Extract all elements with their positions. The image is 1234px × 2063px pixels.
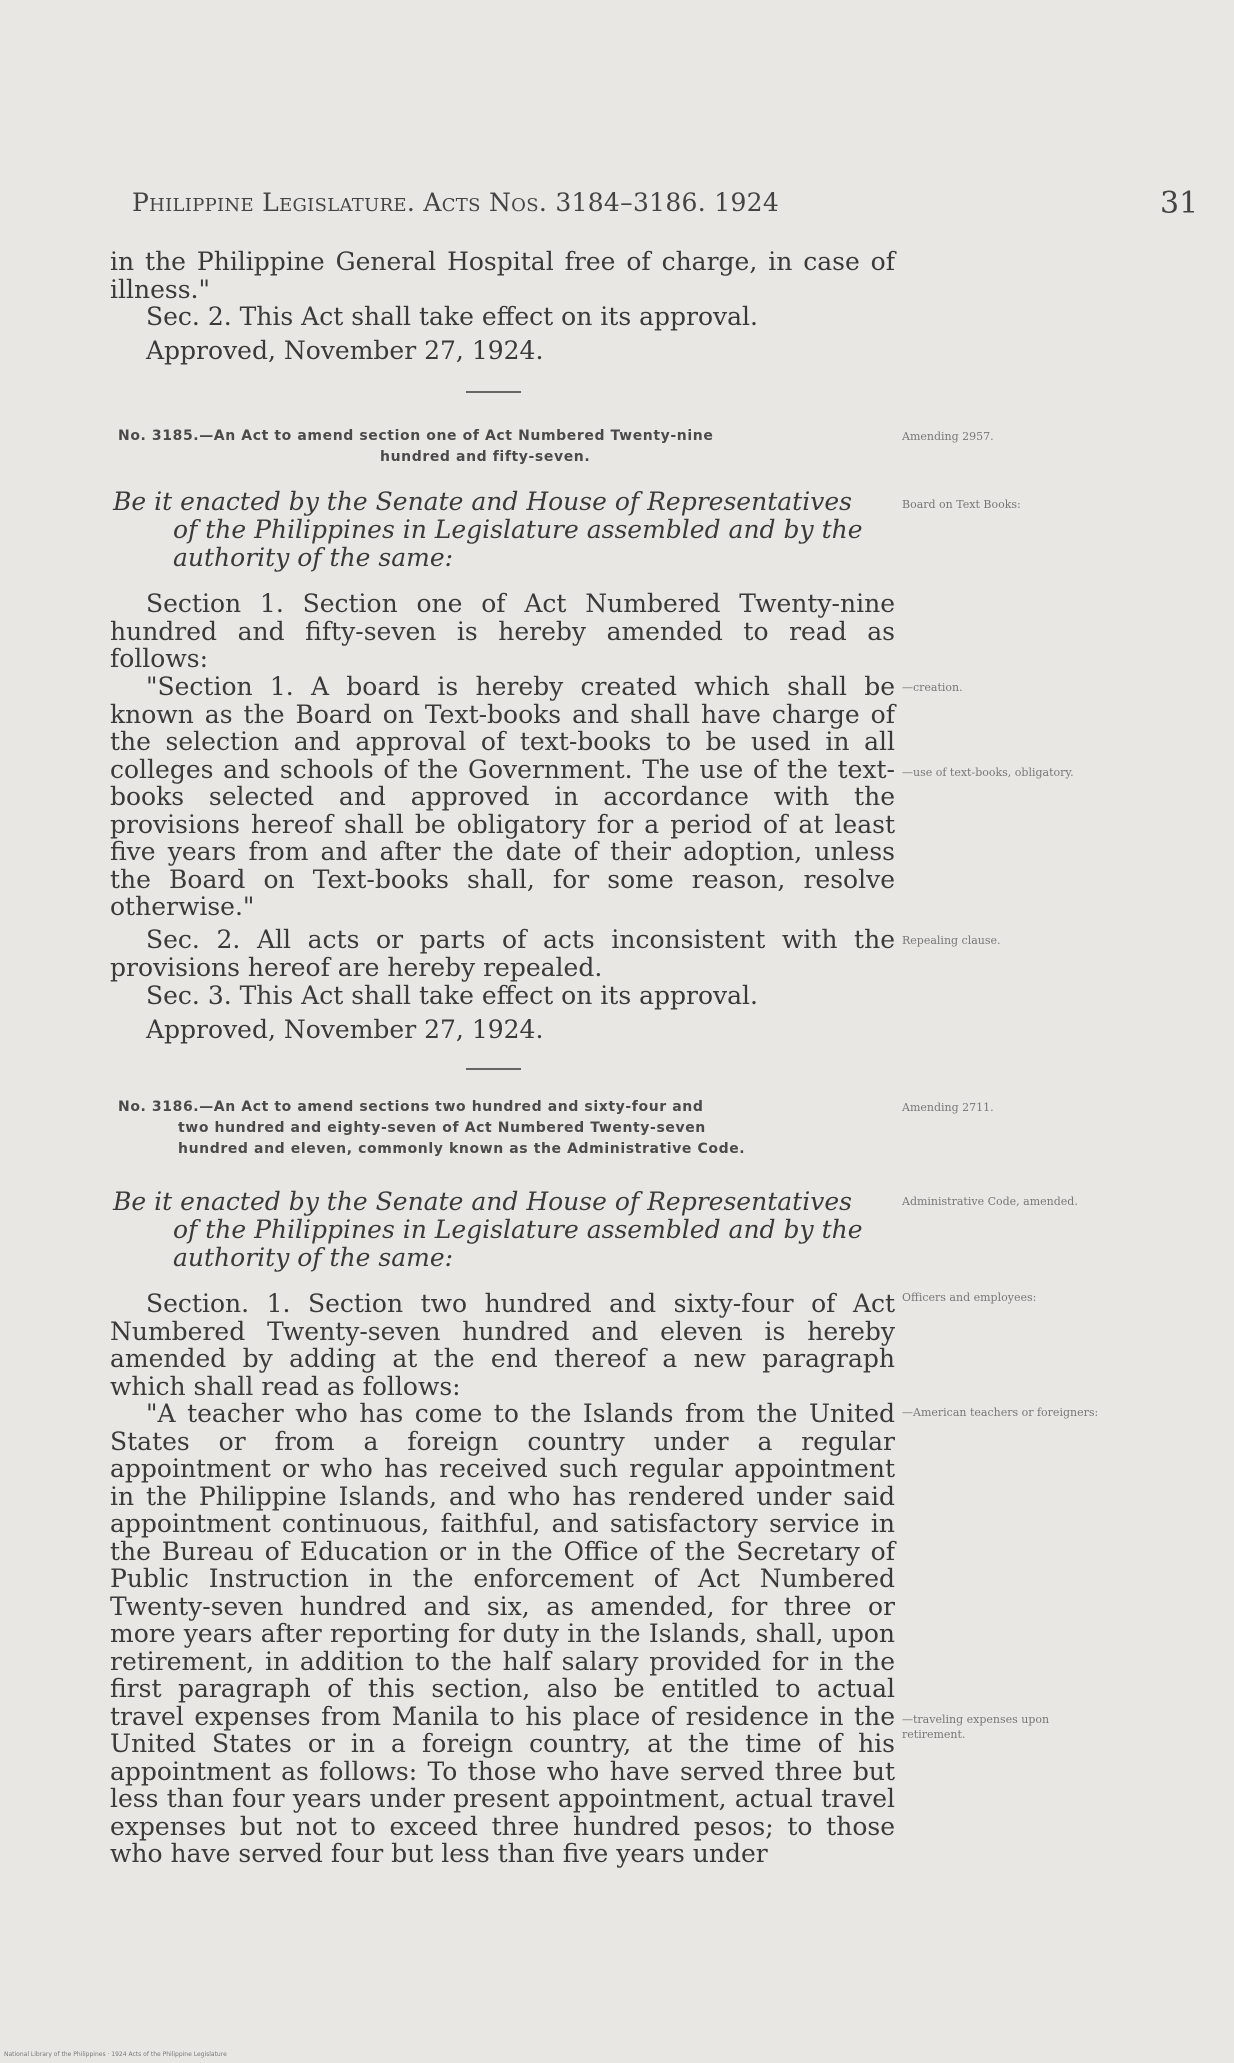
act-3186-heading-line2: two hundred and eighty-seven of Act Numbered Twenty-seven <box>178 1120 706 1136</box>
enact-continuation: of the Philippines in Legislature assembled and by the authority of the same: <box>173 1215 863 1272</box>
running-head: Philippine Legislature. Acts Nos. 3184–3186. 1924 <box>132 188 780 217</box>
act-3186-heading <box>118 1097 898 1160</box>
act-3185-enacting-clause <box>113 488 898 572</box>
act-3185-heading-line2: hundred and fifty-seven. <box>380 449 591 465</box>
margin-note-officers: Officers and employees: <box>902 1291 1037 1304</box>
act-3186-heading-line1: No. 3186.—An Act to amend sections two hundred and sixty-four and <box>118 1099 704 1115</box>
act-3186-amended-text: "A teacher who has come to the Islands from the United States or from a foreign country under a regular appointment or who has received such regular appointment in the Philippine Islands, and who has rendered under said appointment continuous, faithful, and satisfactory service in the Bureau of Education or in the Office of the Secretary of Public Instruction in the enforcement of Act Numbered Twenty-seven hundred and six, as amended, for three or more years after reporting for duty in the Islands, shall, upon retirement, in addition to the half salary provided for in the first paragraph of this section, also be entitled to actual travel expenses from Manila to his place of residence in the United States or in a foreign country, at the time of his appointment as follows: To those who have served three but less than four years under present appointment, actual travel expenses but not to exceed three hundred pesos; to those who have served four but less than five years under <box>110 1399 895 1868</box>
act-3186-enacting-clause <box>113 1188 898 1272</box>
act-3185-section-3: Sec. 3. This Act shall take effect on its approval. <box>146 981 758 1010</box>
margin-note-amending-2957: Amending 2957. <box>902 430 994 443</box>
act-3185-section-2: Sec. 2. All acts or parts of acts inconsistent with the provisions hereof are hereby repealed. <box>110 925 895 982</box>
margin-note-traveling-expenses: —traveling expenses upon retirement. <box>902 1713 1050 1741</box>
act-3186-heading-line3: hundred and eleven, commonly known as the Administrative Code. <box>178 1141 746 1157</box>
enact-line: Be it enacted by the Senate and House of Representatives <box>113 1187 852 1216</box>
act-3184-section-2: Sec. 2. This Act shall take effect on its approval. <box>146 302 758 331</box>
margin-note-use-of-text-books: —use of text-books, obligatory. <box>902 766 1074 779</box>
act-3185-approved: Approved, November 27, 1924. <box>146 1015 544 1044</box>
enact-continuation: of the Philippines in Legislature assembled and by the authority of the same: <box>173 515 863 572</box>
act-3185-heading-line1: No. 3185.—An Act to amend section one of Act Numbered Twenty-nine <box>118 428 714 444</box>
act-3184-closing-text: in the Philippine General Hospital free of charge, in case of illness." <box>110 247 895 304</box>
separator-rule <box>466 391 521 393</box>
margin-note-american-teachers: —American teachers or foreigners: <box>902 1406 1099 1419</box>
scan-footer: National Library of the Philippines · 1924 Acts of the Philippine Legislature <box>4 2051 227 2058</box>
enact-line: Be it enacted by the Senate and House of Representatives <box>113 487 852 516</box>
separator-rule <box>466 1068 521 1070</box>
margin-note-repealing: Repealing clause. <box>902 934 1001 947</box>
act-3185-amended-text: "Section 1. A board is hereby created which shall be known as the Board on Text-books and shall have charge of the selection and approval of text-books to be used in all colleges and schools of the Government. The use of the text-books selected and approved in accordance with the provisions hereof shall be obligatory for a period of at least five years from and after the date of their adoption, unless the Board on Text-books shall, for some reason, resolve otherwise." <box>110 672 895 921</box>
page-number: 31 <box>1160 186 1199 221</box>
margin-note-creation: —creation. <box>902 681 963 694</box>
act-3186-section-1: Section. 1. Section two hundred and sixty-four of Act Numbered Twenty-seven hundred and eleven is hereby amended by adding at the end thereof a new paragraph which shall read as follows: <box>110 1289 895 1401</box>
act-3185-heading <box>118 426 898 468</box>
margin-note-board: Board on Text Books: <box>902 498 1021 511</box>
margin-note-amending-2711: Amending 2711. <box>902 1101 994 1114</box>
act-3185-section-1: Section 1. Section one of Act Numbered Twenty-nine hundred and fifty-seven is hereby amended to read as follows: <box>110 589 895 673</box>
act-3184-approved: Approved, November 27, 1924. <box>146 336 544 365</box>
margin-note-administrative-code: Administrative Code, amended. <box>902 1195 1078 1208</box>
